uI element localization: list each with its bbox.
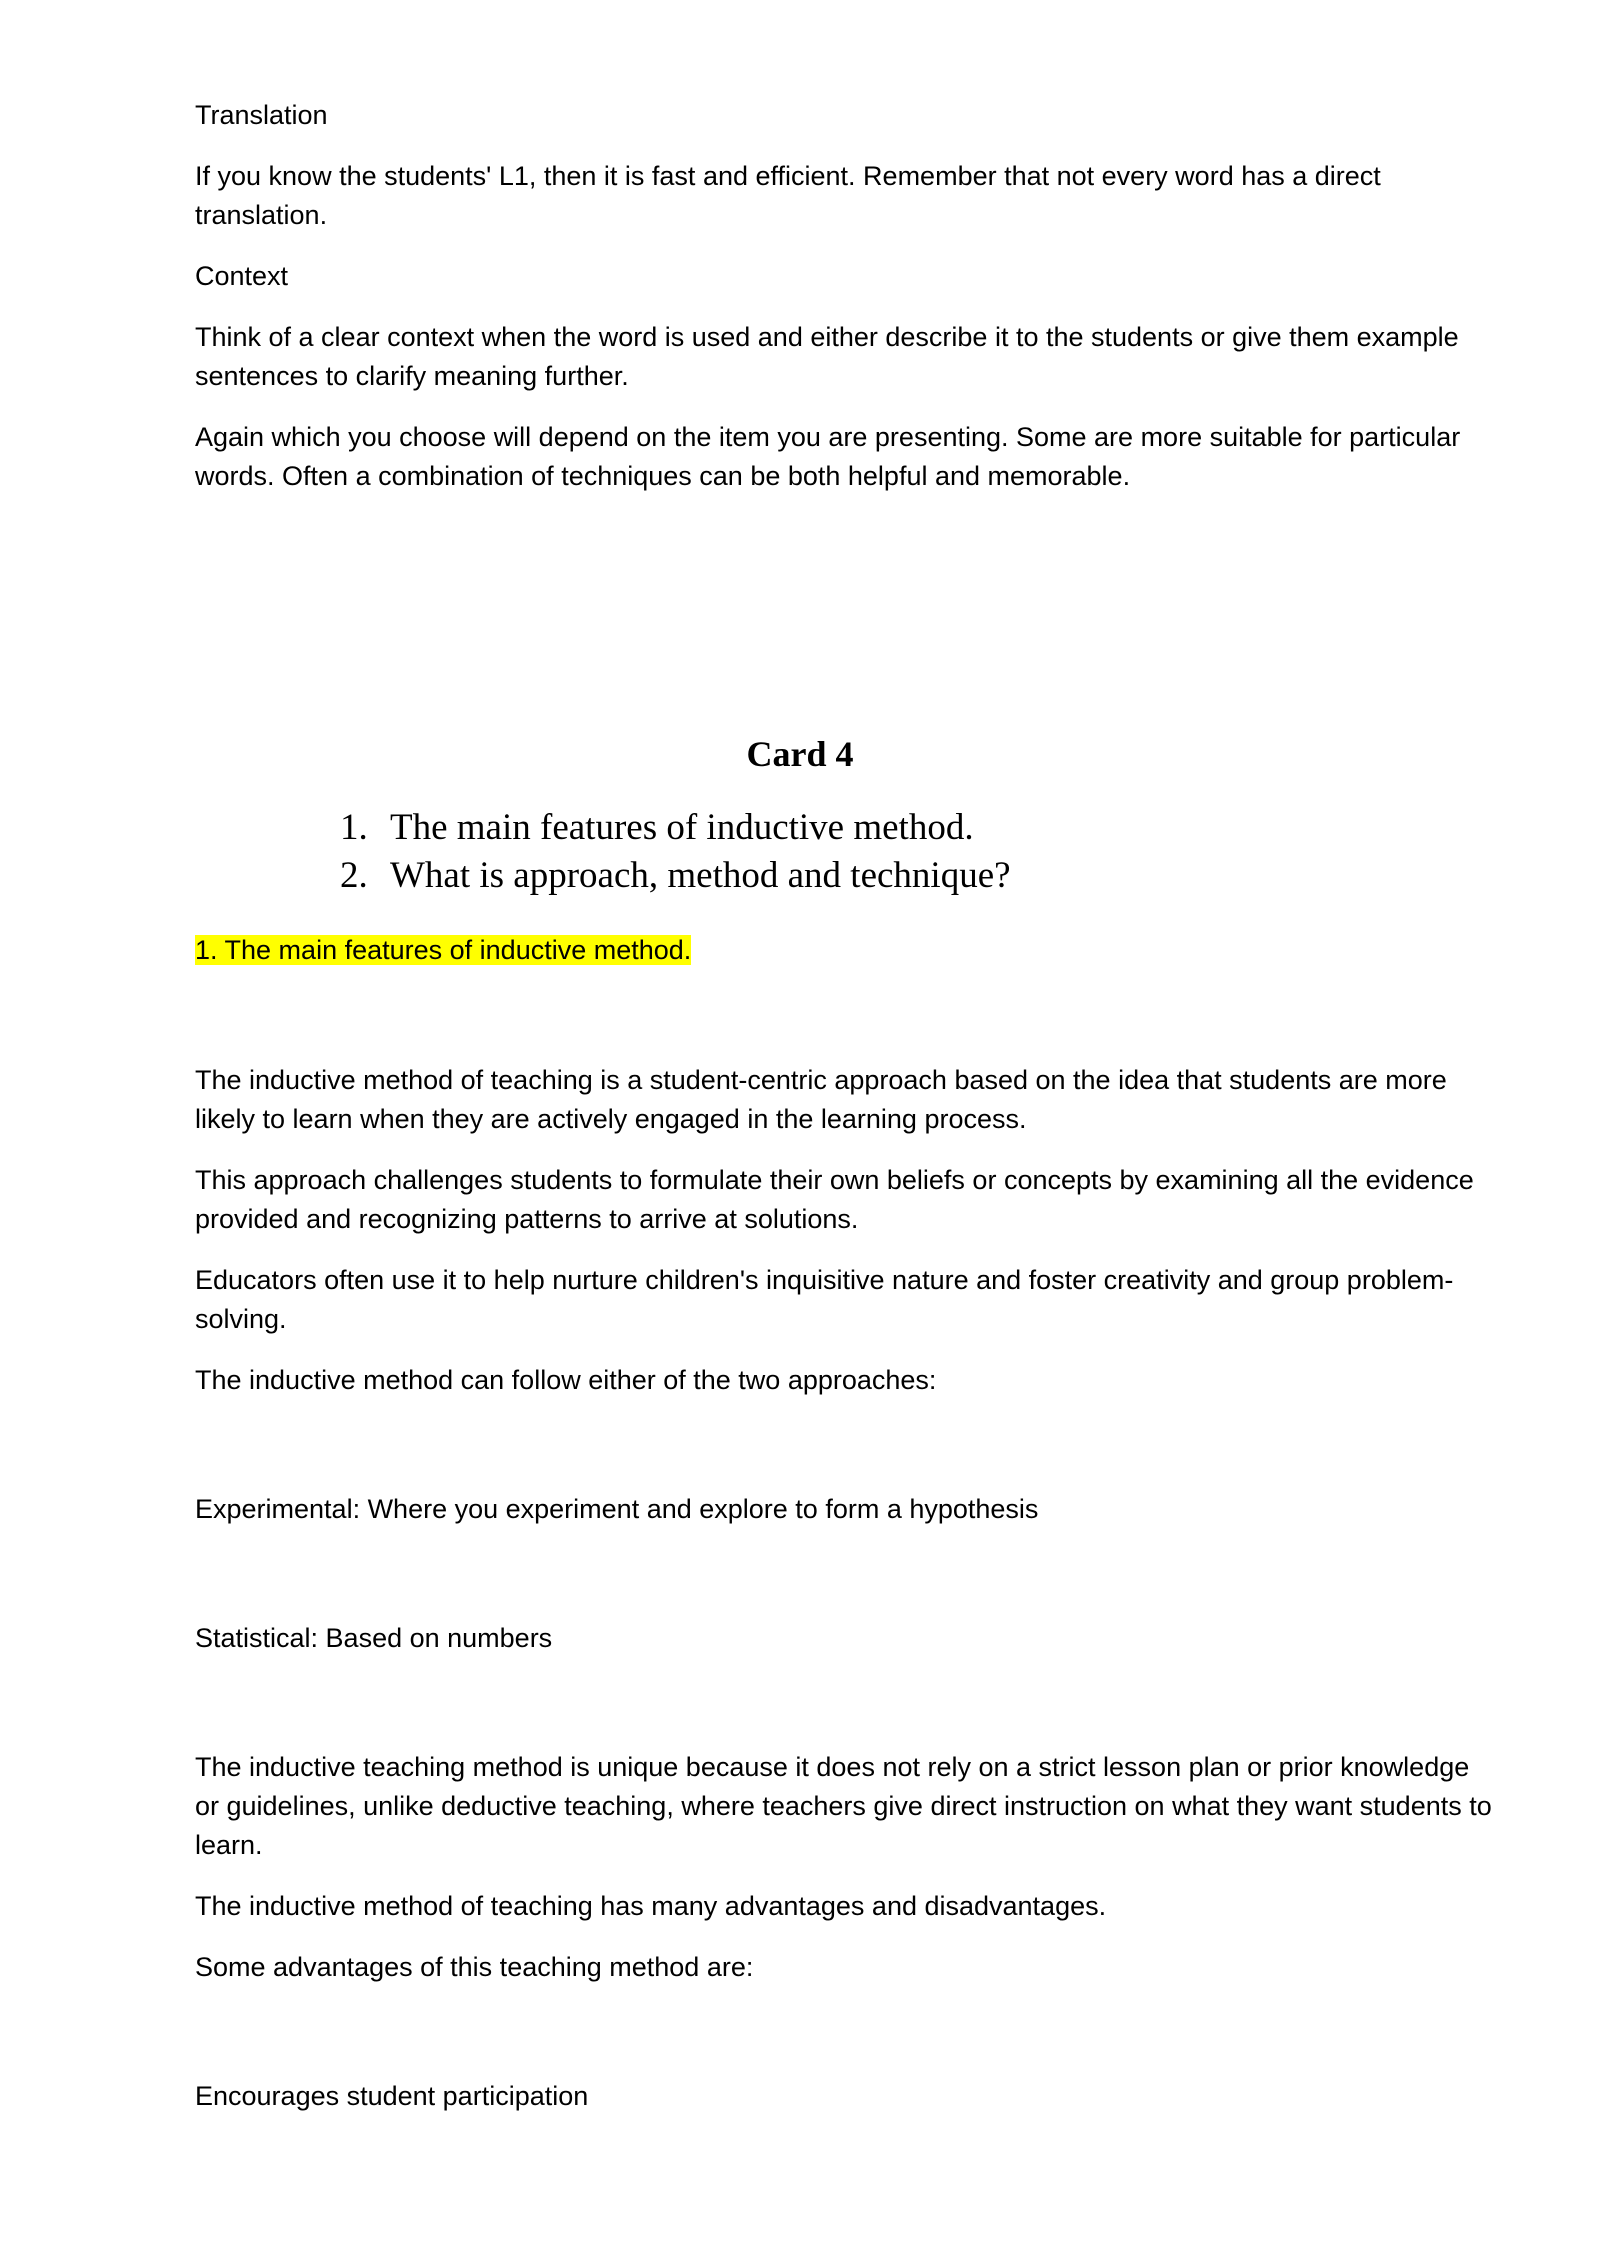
card-question-text: The main features of inductive method.: [390, 807, 974, 848]
paragraph-educators: Educators often use it to help nurture children's inquisitive nature and foster creativity and group problem-solving.: [195, 1265, 1454, 1334]
card-question-list: [340, 804, 1440, 900]
paragraph-experimental: Experimental: Where you experiment and explore to form a hypothesis: [195, 1494, 1039, 1524]
paragraph-statistical: Statistical: Based on numbers: [195, 1623, 553, 1653]
paragraph-advantages-disadvantages: The inductive method of teaching has many advantages and disadvantages.: [195, 1891, 1107, 1921]
card-question-item: [340, 804, 1440, 852]
paragraph-translation-body: If you know the students' L1, then it is fast and efficient. Remember that not every word has a direct translation.: [195, 161, 1381, 230]
paragraph-unique-method: The inductive teaching method is unique because it does not rely on a strict lesson plan or prior knowledge or guidelines, unlike deductive teaching, where teachers give direct instruction on what they want students to learn.: [195, 1752, 1492, 1860]
card-question-number: 2.: [340, 855, 368, 896]
highlighted-section-heading-wrapper: [195, 931, 1495, 970]
card-question-item: [340, 852, 1440, 900]
card-title: Card 4: [746, 734, 854, 774]
paragraph-encourages-participation: Encourages student participation: [195, 2081, 589, 2111]
paragraph-context-heading: Context: [195, 261, 289, 291]
paragraph-translation-heading: Translation: [195, 100, 328, 130]
highlighted-section-heading: 1. The main features of inductive method.: [195, 935, 692, 965]
card-question-text: What is approach, method and technique?: [390, 855, 1011, 896]
paragraph-two-approaches: The inductive method can follow either of the two approaches:: [195, 1365, 937, 1395]
paragraph-inductive-definition: The inductive method of teaching is a student-centric approach based on the idea that students are more likely to learn when they are actively engaged in the learning process.: [195, 1065, 1447, 1134]
paragraph-approach-challenges: This approach challenges students to formulate their own beliefs or concepts by examining all the evidence provided and recognizing patterns to arrive at solutions.: [195, 1165, 1474, 1234]
card-question-number: 1.: [340, 807, 368, 848]
paragraph-some-advantages: Some advantages of this teaching method are:: [195, 1952, 754, 1982]
paragraph-again-which: Again which you choose will depend on the item you are presenting. Some are more suitable for particular words. Often a combination of techniques can be both helpful and memorable.: [195, 422, 1461, 491]
paragraph-context-body: Think of a clear context when the word is used and either describe it to the students or give them example sentences to clarify meaning further.: [195, 322, 1459, 391]
